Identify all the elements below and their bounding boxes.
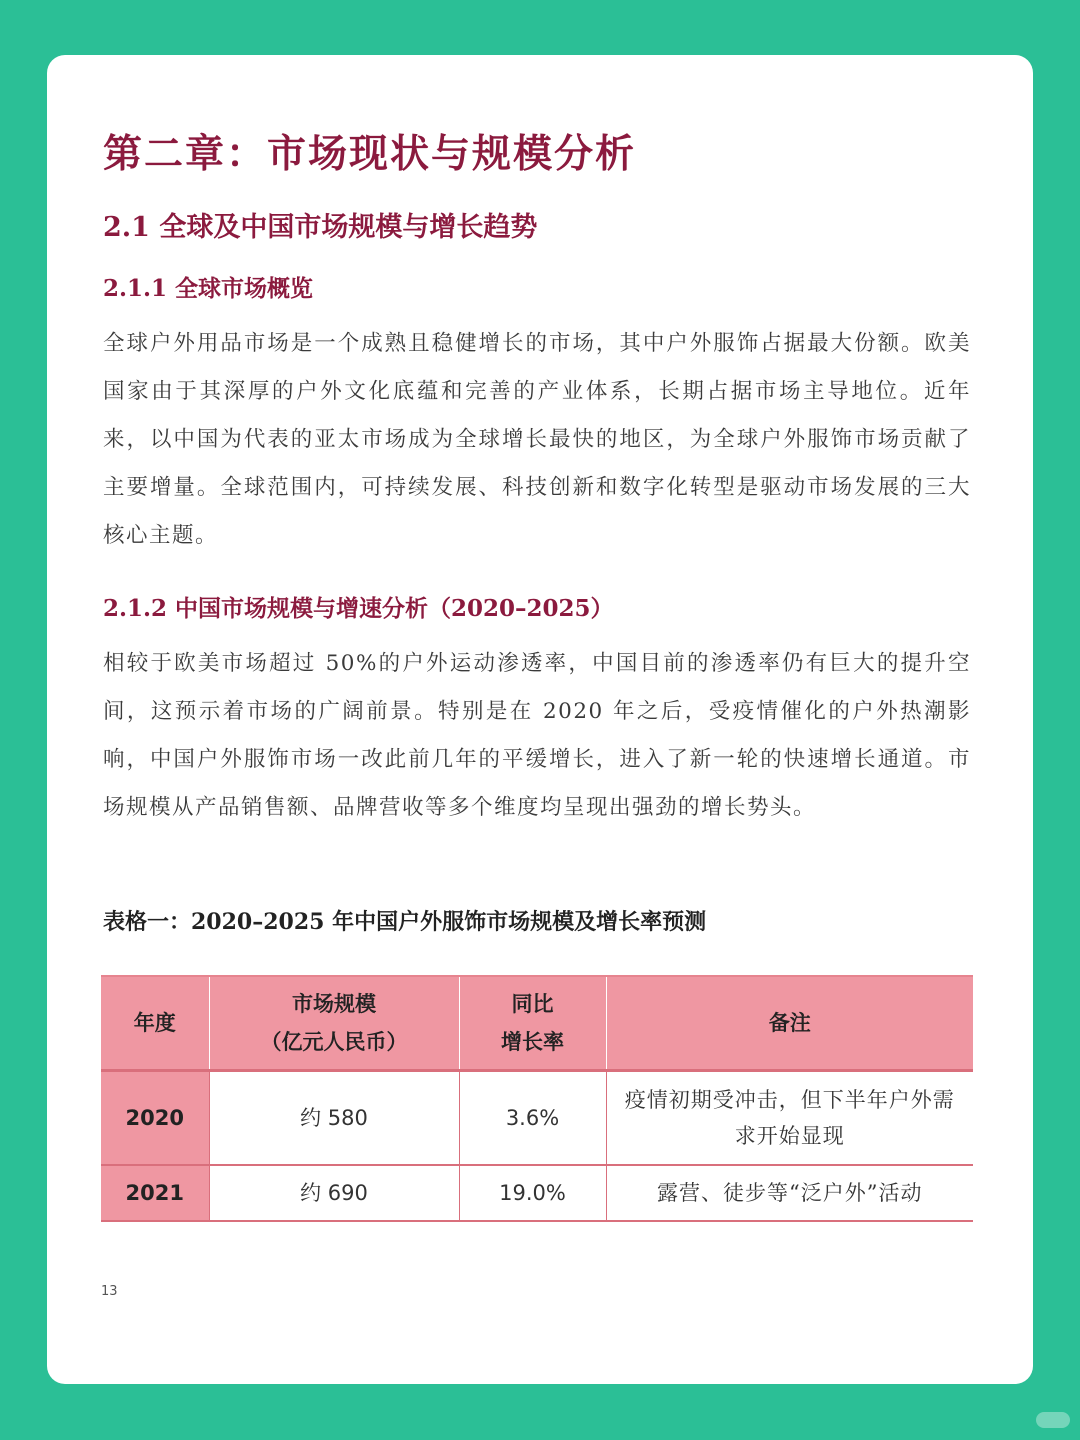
table-header-row [101, 976, 973, 1071]
header-year: 年度 [101, 976, 209, 1071]
table-row [101, 1165, 973, 1221]
paragraph-china-analysis: 相较于欧美市场超过 50%的户外运动渗透率，中国目前的渗透率仍有巨大的提升空间，这预示着市场的广阔前景。特别是在 2020 年之后，受疫情催化的户外热潮影响，中国户外服饰市场一改此前几年的平缓增长，进入了新一轮的快速增长通道。市场规模从产品销售额、品牌营收等多个维度均呈现出强劲的增长势头。 [103, 651, 971, 820]
table-caption: 表格一：2020–2025 年中国户外服饰市场规模及增长率预测 [103, 909, 707, 935]
cell-year: 2021 [101, 1165, 209, 1221]
header-growth-line2: 增长率 [501, 1029, 564, 1054]
header-market-size-line2: （亿元人民币） [260, 1029, 408, 1054]
page-number: 13 [101, 1284, 118, 1299]
cell-market-size: 约 580 [209, 1071, 459, 1166]
cell-market-size: 约 690 [209, 1165, 459, 1221]
cell-note: 露营、徒步等“泛户外”活动 [606, 1165, 973, 1221]
section-title: 2.1 全球及中国市场规模与增长趋势 [103, 212, 538, 243]
header-growth-rate [459, 976, 606, 1071]
paragraph-global-overview: 全球户外用品市场是一个成熟且稳健增长的市场，其中户外服饰占据最大份额。欧美国家由于其深厚的户外文化底蕴和完善的产业体系，长期占据市场主导地位。近年来，以中国为代表的亚太市场成为全球增长最快的地区，为全球户外服饰市场贡献了主要增量。全球范围内，可持续发展、科技创新和数字化转型是驱动市场发展的三大核心主题。 [103, 331, 971, 548]
market-size-table [101, 975, 973, 1222]
header-growth-line1: 同比 [511, 991, 554, 1016]
subsection-title-china: 2.1.2 中国市场规模与增速分析（2020–2025） [103, 595, 614, 622]
header-note: 备注 [606, 976, 973, 1071]
cell-growth-rate: 19.0% [459, 1165, 606, 1221]
document-page [47, 55, 1033, 1384]
watermark-badge [1036, 1412, 1070, 1428]
header-market-size-line1: 市场规模 [292, 991, 376, 1016]
cell-growth-rate: 3.6% [459, 1071, 606, 1166]
cell-note: 疫情初期受冲击，但下半年户外需求开始显现 [606, 1071, 973, 1166]
cell-year: 2020 [101, 1071, 209, 1166]
header-market-size [209, 976, 459, 1071]
chapter-title: 第二章：市场现状与规模分析 [103, 131, 637, 177]
subsection-title-global: 2.1.1 全球市场概览 [103, 275, 314, 302]
table-row [101, 1071, 973, 1166]
